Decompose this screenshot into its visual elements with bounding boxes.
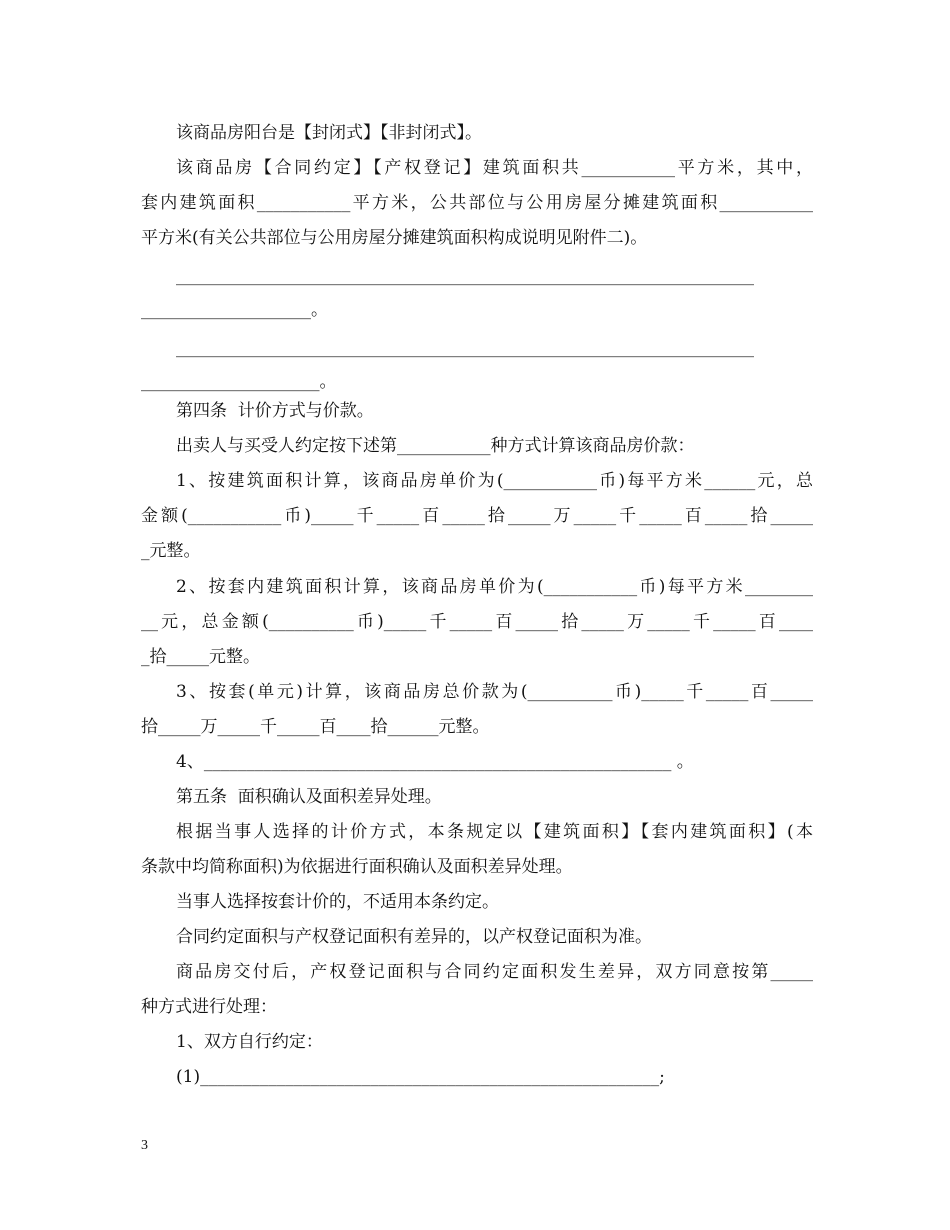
- fill-blank-line: ____________________________________________________________________: [176, 266, 754, 286]
- text-line: 1、按建筑面积计算，该商品房单价为(___________币)每平方米______元，总: [176, 471, 813, 491]
- text-line: 出卖人与买受人约定按下述第___________种方式计算该商品房价款：: [176, 436, 695, 456]
- text-line: _元整。: [141, 541, 201, 561]
- text-line: 商品房交付后，产权登记面积与合同约定面积发生差异，双方同意按第_____: [176, 962, 813, 982]
- text-line: 4、_______________________________________________________ 。: [176, 752, 694, 772]
- text-line: 2、按套内建筑面积计算，该商品房单价为(___________币)每平方米________: [176, 577, 813, 597]
- text-line: 3、按套(单元)计算，该商品房总价款为(__________币)_____千_____百_____: [176, 682, 813, 702]
- fill-blank-line: _____________________。: [141, 372, 337, 392]
- fill-blank-line: ____________________。: [141, 300, 328, 320]
- page-number: 3: [141, 1138, 148, 1153]
- text-line: 根据当事人选择的计价方式，本条规定以【建筑面积】【套内建筑面积】(本: [176, 822, 813, 842]
- text-line: (1)______________________________________________________;: [176, 1067, 665, 1087]
- section-heading: 第四条 计价方式与价款。: [176, 401, 374, 421]
- section-heading: 第五条 面积确认及面积差异处理。: [176, 787, 442, 807]
- text-line: 1、双方自行约定：: [176, 1032, 323, 1052]
- text-line: _拾_____元整。: [141, 647, 260, 667]
- text-line: 种方式进行处理：: [141, 997, 277, 1017]
- text-line: 金额(___________币)_____千_____百_____拾_____万_____千_____百_____拾_____: [141, 506, 813, 526]
- text-line: 该商品房阳台是【封闭式】【非封闭式】。: [176, 123, 482, 143]
- text-line: 合同约定面积与产权登记面积有差异的，以产权登记面积为准。: [176, 927, 652, 947]
- text-line: 条款中均简称面积)为依据进行面积确认及面积差异处理。: [141, 857, 573, 877]
- text-line: 拾_____万_____千_____百____拾______元整。: [141, 717, 490, 737]
- text-line: 套内建筑面积___________平方米，公共部位与公用房屋分摊建筑面积___________: [141, 193, 813, 213]
- text-line: 当事人选择按套计价的，不适用本条约定。: [176, 892, 499, 912]
- text-line: __元，总金额(__________币)_____千_____百_____拾_____万_____千_____百____: [141, 612, 813, 632]
- text-line: 该商品房【合同约定】【产权登记】建筑面积共___________平方米，其中，: [176, 158, 813, 178]
- text-line: 平方米(有关公共部位与公用房屋分摊建筑面积构成说明见附件二)。: [141, 228, 648, 248]
- fill-blank-line: ____________________________________________________________________: [176, 338, 754, 358]
